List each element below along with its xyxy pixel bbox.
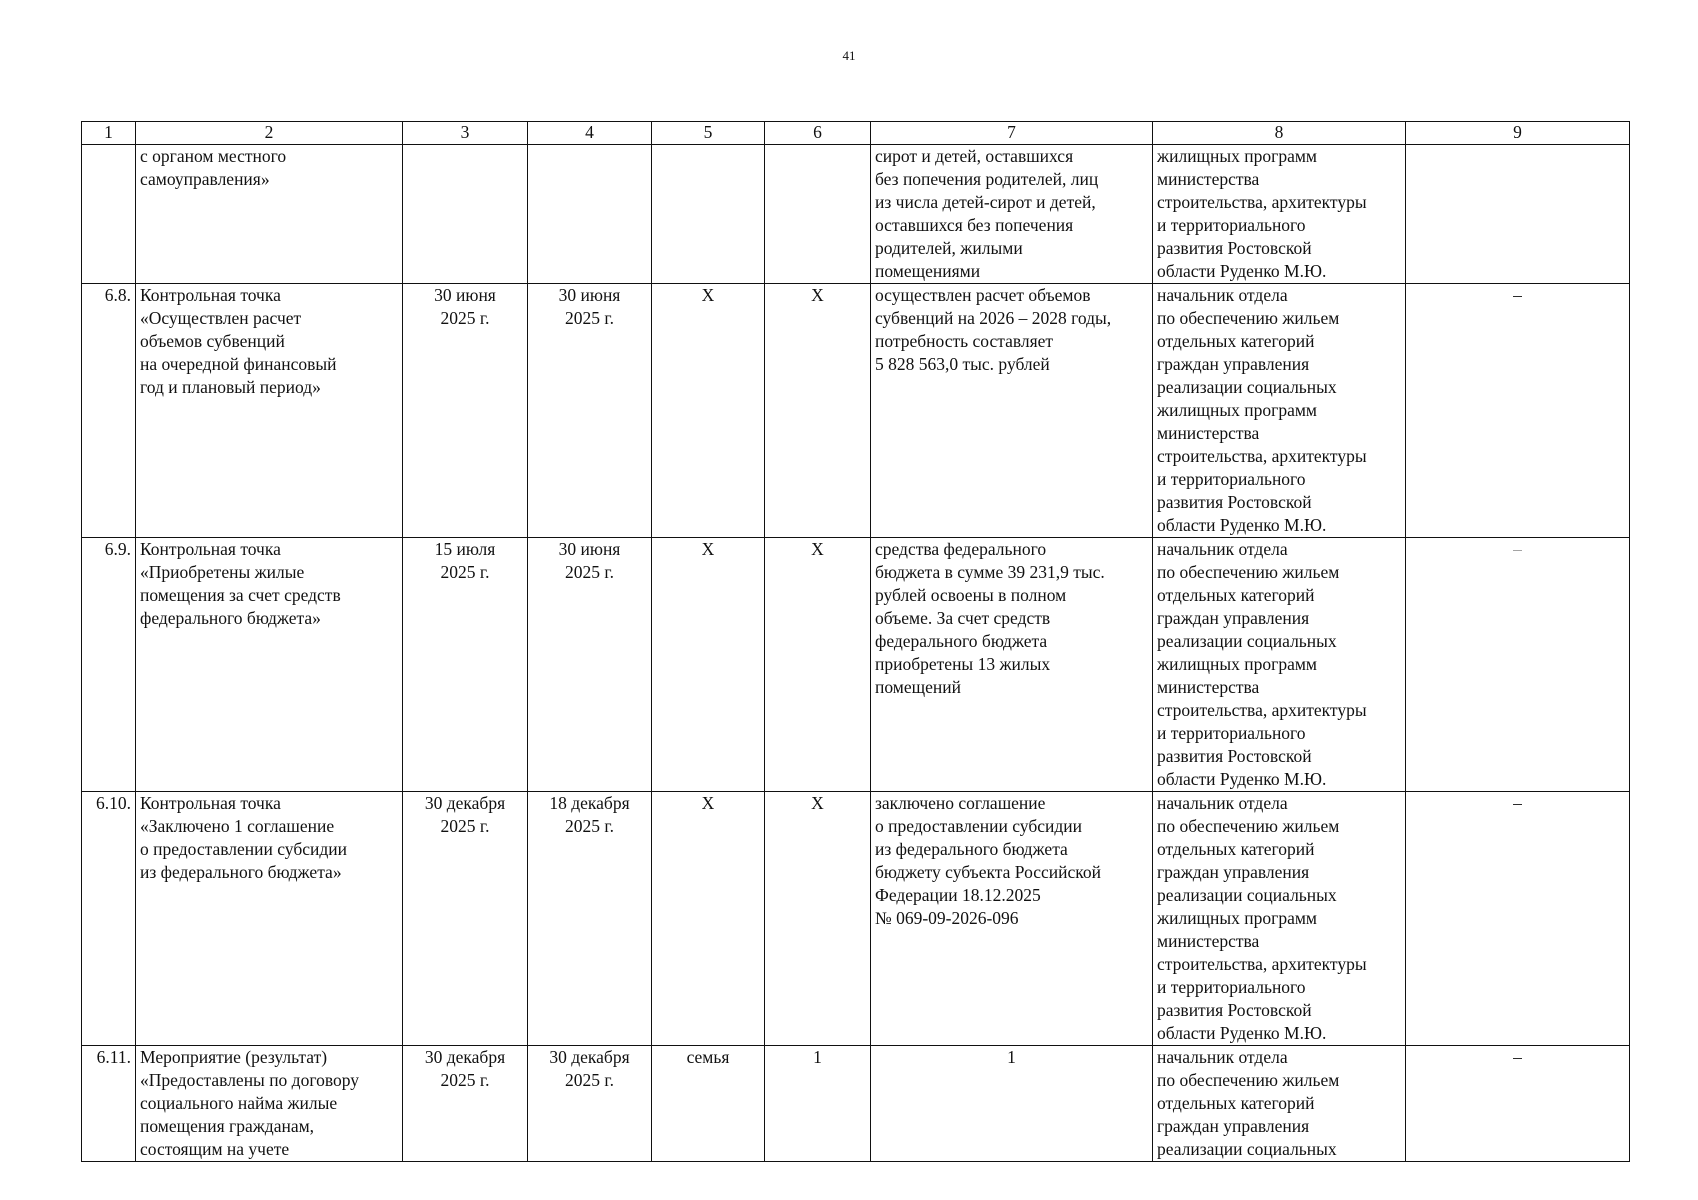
row-note: – — [1406, 284, 1630, 538]
row-plan-value: X — [765, 538, 871, 792]
row-plan-value — [765, 145, 871, 284]
row-name: Контрольная точка «Приобретены жилые помещения за счет средств федерального бюджета» — [136, 538, 403, 792]
row-unit: X — [652, 792, 765, 1046]
row-fact-value: заключено соглашение о предоставлении субсидии из федерального бюджета бюджету субъекта Российской Федерации 18.12.2025 № 069-09-2026-096 — [871, 792, 1153, 1046]
row-note: – — [1406, 792, 1630, 1046]
row-date-plan: 30 июня 2025 г. — [403, 284, 528, 538]
table-row — [82, 792, 1630, 1046]
col-header-2: 2 — [136, 122, 403, 145]
col-header-7: 7 — [871, 122, 1153, 145]
page-number: 41 — [842, 48, 856, 63]
table-row — [82, 284, 1630, 538]
row-number: 6.10. — [82, 792, 136, 1046]
row-number — [82, 145, 136, 284]
row-name: Контрольная точка «Заключено 1 соглашение о предоставлении субсидии из федерального бюджета» — [136, 792, 403, 1046]
col-header-9: 9 — [1406, 122, 1630, 145]
row-number: 6.11. — [82, 1046, 136, 1162]
row-date-fact — [528, 145, 652, 284]
row-responsible: начальник отдела по обеспечению жильем отдельных категорий граждан управления реализации социальных жилищных программ министерства строительства, архитектуры и территориального развития Ростовской области Руденко М.Ю. — [1153, 538, 1406, 792]
row-number: 6.8. — [82, 284, 136, 538]
col-header-5: 5 — [652, 122, 765, 145]
row-date-fact: 30 декабря 2025 г. — [528, 1046, 652, 1162]
row-fact-value: осуществлен расчет объемов субвенций на 2026 – 2028 годы, потребность составляет 5 828 563,0 тыс. рублей — [871, 284, 1153, 538]
table-row — [82, 145, 1630, 284]
row-date-fact: 30 июня 2025 г. — [528, 284, 652, 538]
row-note: – — [1406, 1046, 1630, 1162]
row-responsible: начальник отдела по обеспечению жильем отдельных категорий граждан управления реализации социальных жилищных программ министерства строительства, архитектуры и территориального развития Ростовской области Руденко М.Ю. — [1153, 792, 1406, 1046]
row-unit: семья — [652, 1046, 765, 1162]
row-responsible: начальник отдела по обеспечению жильем отдельных категорий граждан управления реализации социальных — [1153, 1046, 1406, 1162]
row-responsible: начальник отдела по обеспечению жильем отдельных категорий граждан управления реализации социальных жилищных программ министерства строительства, архитектуры и территориального развития Ростовской области Руденко М.Ю. — [1153, 284, 1406, 538]
row-name: Контрольная точка «Осуществлен расчет объемов субвенций на очередной финансовый год и плановый период» — [136, 284, 403, 538]
table-row — [82, 538, 1630, 792]
row-name: Мероприятие (результат) «Предоставлены по договору социального найма жилые помещения гражданам, состоящим на учете — [136, 1046, 403, 1162]
col-header-8: 8 — [1153, 122, 1406, 145]
row-name: с органом местного самоуправления» — [136, 145, 403, 284]
row-unit: X — [652, 284, 765, 538]
report-table — [81, 121, 1630, 1162]
row-plan-value: 1 — [765, 1046, 871, 1162]
col-header-3: 3 — [403, 122, 528, 145]
row-date-plan: 15 июля 2025 г. — [403, 538, 528, 792]
row-fact-value: средства федерального бюджета в сумме 39 231,9 тыс. рублей освоены в полном объеме. За счет средств федерального бюджета приобретены 13 жилых помещений — [871, 538, 1153, 792]
row-note — [1406, 145, 1630, 284]
row-note: – — [1406, 538, 1630, 792]
col-header-1: 1 — [82, 122, 136, 145]
row-unit: X — [652, 538, 765, 792]
row-fact-value: 1 — [871, 1046, 1153, 1162]
col-header-4: 4 — [528, 122, 652, 145]
row-date-plan — [403, 145, 528, 284]
row-fact-value: сирот и детей, оставшихся без попечения родителей, лиц из числа детей-сирот и детей, оставшихся без попечения родителей, жилыми помещениями — [871, 145, 1153, 284]
row-number: 6.9. — [82, 538, 136, 792]
row-plan-value: X — [765, 284, 871, 538]
column-number-row — [82, 122, 1630, 145]
row-date-plan: 30 декабря 2025 г. — [403, 792, 528, 1046]
table-row — [82, 1046, 1630, 1162]
row-unit — [652, 145, 765, 284]
row-date-plan: 30 декабря 2025 г. — [403, 1046, 528, 1162]
row-date-fact: 30 июня 2025 г. — [528, 538, 652, 792]
row-date-fact: 18 декабря 2025 г. — [528, 792, 652, 1046]
row-responsible: жилищных программ министерства строительства, архитектуры и территориального развития Ростовской области Руденко М.Ю. — [1153, 145, 1406, 284]
col-header-6: 6 — [765, 122, 871, 145]
row-plan-value: X — [765, 792, 871, 1046]
